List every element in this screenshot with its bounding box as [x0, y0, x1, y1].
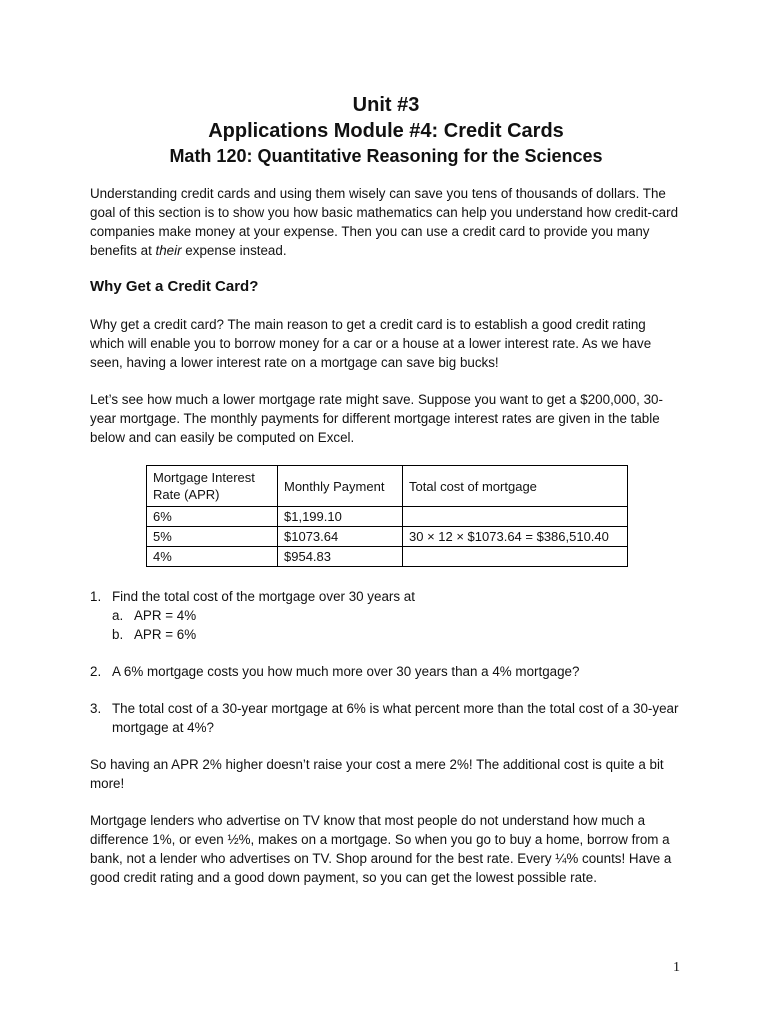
question-3 — [90, 699, 682, 737]
question-number: 3. — [90, 701, 102, 716]
question-number: 1. — [90, 589, 102, 604]
emphasis-their: their — [155, 243, 182, 258]
cell-apr: 4% — [147, 547, 278, 567]
question-text: A 6% mortgage costs you how much more over 30 years than a 4% mortgage? — [112, 664, 580, 679]
cell-total — [403, 547, 628, 567]
paragraph-apr-note: So having an APR 2% higher doesn’t raise your cost a mere 2%! The additional cost is quite a bit more! — [90, 757, 664, 791]
paragraph-lenders: Mortgage lenders who advertise on TV know that most people do not understand how much a difference 1%, or even ½%, makes on a mortgage. So when you go to buy a home, borrow from a bank, not a lender who advertises on TV. Shop around for the best rate. Every ¼% counts! Have a good credit rating and a good down payment, so you can get the lowest possible rate. — [90, 813, 672, 885]
question-2 — [90, 662, 682, 681]
module-title: Applications Module #4: Credit Cards — [208, 120, 564, 142]
table-row — [147, 527, 628, 547]
cell-apr: 5% — [147, 527, 278, 547]
header-monthly-payment: Monthly Payment — [278, 466, 403, 507]
table-row — [147, 547, 628, 567]
question-number: 2. — [90, 664, 102, 679]
table-row — [147, 507, 628, 527]
sub-question-b: b. APR = 6% — [112, 627, 197, 642]
cell-payment: $954.83 — [278, 547, 403, 567]
section-heading: Why Get a Credit Card? — [90, 278, 259, 295]
header-apr: Mortgage Interest Rate (APR) — [147, 466, 278, 507]
intro-paragraph: Understanding credit cards and using them wisely can save you tens of thousands of dollars. The goal of this section is to show you how basic mathematics can help you understand how credit-card companies make money at your expense. Then you can use a credit card to provide you many benefits at their expense instead. — [90, 186, 679, 258]
header-total-cost: Total cost of mortgage — [403, 466, 628, 507]
cell-payment: $1073.64 — [278, 527, 403, 547]
question-1 — [90, 587, 682, 644]
cell-total — [403, 507, 628, 527]
question-list — [90, 587, 682, 737]
cell-total: 30 × 12 × $1073.64 = $386,510.40 — [403, 527, 628, 547]
cell-payment: $1,199.10 — [278, 507, 403, 527]
paragraph-why: Why get a credit card? The main reason to get a credit card is to establish a good credit rating which will enable you to borrow money for a car or a house at a lower interest rate. As we have seen, having a lower interest rate on a mortgage can save big bucks! — [90, 317, 652, 370]
table-header-row — [147, 466, 628, 507]
question-text: Find the total cost of the mortgage over 30 years at — [112, 589, 415, 604]
question-text: The total cost of a 30-year mortgage at 6% is what percent more than the total cost of a 30-year mortgage at 4%? — [112, 701, 679, 735]
course-title: Math 120: Quantitative Reasoning for the Sciences — [169, 146, 603, 166]
mortgage-table — [146, 465, 628, 567]
document-page — [90, 92, 682, 905]
sub-question-a: a. APR = 4% — [112, 608, 197, 623]
unit-title: Unit #3 — [352, 94, 420, 116]
page-number: 1 — [673, 960, 680, 975]
paragraph-mortgage: Let’s see how much a lower mortgage rate might save. Suppose you want to get a $200,000, 30-year mortgage. The monthly payments for different mortgage interest rates are given in the table below and can easily be computed on Excel. — [90, 392, 663, 445]
cell-apr: 6% — [147, 507, 278, 527]
